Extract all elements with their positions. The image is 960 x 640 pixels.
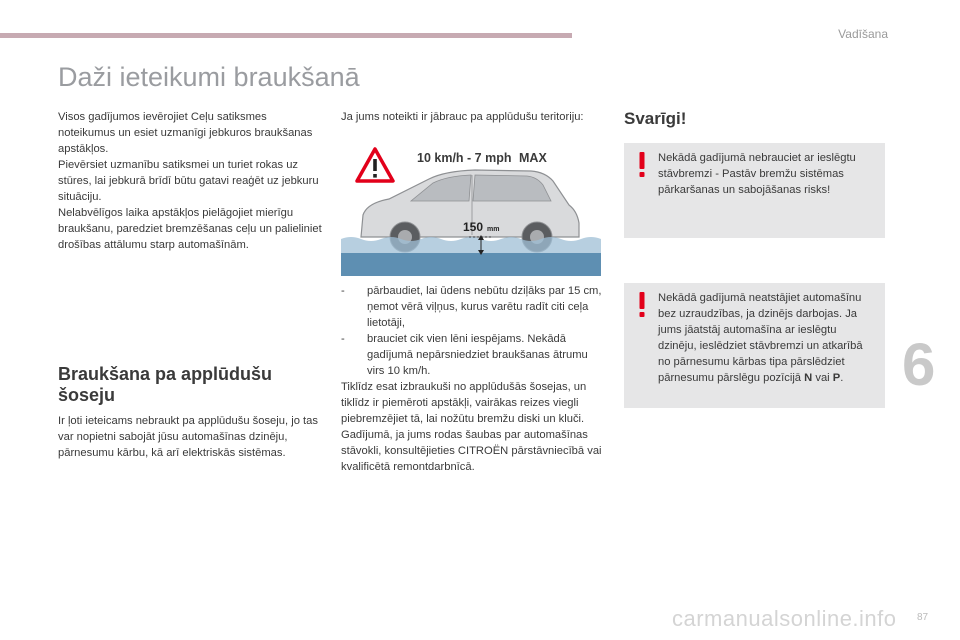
warning-text: Nekādā gadījumā neatstājiet automašīnu bez uzraudzības, ja dzinējs darbojas. Ja jums jāatstāj automašīna ar ieslēgtu dzinēju, ieslēdziet stāvbremzi un atkarībā no pārnesumu kārbas tipa pārslēdziet pārnesumu pārslēgu pozīcijā — [658, 292, 863, 384]
intro-paragraph: Pievērsiet uzmanību satiksmei un turiet rokas uz stūres, lai jebkurā brīdī būtu gatavi reaģēt uz jebkuru situāciju. — [58, 159, 319, 203]
gear-position-p: P — [832, 372, 841, 384]
list-item-text: pārbaudiet, lai ūdens nebūtu dziļāks par 15 cm, ņemot vērā viļņus, kurus varētu radīt citi ceļa lietotāji, — [367, 285, 602, 329]
flood-lead-paragraph: Ja jums noteikti ir jābrauc pa applūdušu teritoriju: — [341, 111, 584, 123]
intro-text — [58, 109, 323, 253]
exclamation-icon — [636, 291, 648, 319]
list-dash: - — [341, 285, 345, 297]
warning-box-parking-brake — [624, 143, 885, 238]
depth-unit: mm — [487, 226, 500, 233]
chapter-number: 6 — [902, 331, 936, 398]
depth-value: 150 — [463, 220, 484, 234]
warning-text: Nekādā gadījumā nebrauciet ar ieslēgtu stāvbremzi - Pastāv bremžu sistēmas pārkaršanas un sabojāšanas risks! — [658, 152, 856, 196]
flood-illustration — [341, 145, 601, 276]
page-title: Daži ieteikumi braukšanā — [58, 62, 360, 92]
warning-box-engine-running — [624, 283, 885, 408]
exclamation-icon — [636, 151, 648, 179]
list-dash: - — [341, 333, 345, 345]
flood-instructions — [341, 283, 606, 475]
warning-text-end: . — [840, 372, 844, 384]
intro-paragraph: Visos gadījumos ievērojiet Ceļu satiksmes noteikumus un esiet uzmanīgi jebkuros braukšanas apstākļos. — [58, 111, 313, 155]
warning-triangle-icon — [357, 149, 393, 181]
page-number: 87 — [917, 612, 929, 623]
car-in-water-illustration — [341, 145, 601, 276]
gear-position-n: N — [804, 372, 813, 384]
flood-body-paragraph: Ir ļoti ieteicams nebraukt pa applūdušu šoseju, jo tas var nopietni sabojāt jūsu automašīnas dzinēju, pārnesumu kārbu, kā arī elektriskās sistēmas. — [58, 415, 318, 459]
section-title: Vadīšana — [838, 27, 888, 41]
intro-paragraph: Nelabvēlīgos laika apstākļos pielāgojiet mierīgu braukšanu, paredziet bremzēšanas ceļu un palieliniet drošības attālumu starp automašīnām. — [58, 207, 322, 251]
list-item — [341, 331, 606, 379]
list-item-text: brauciet cik vien lēni iespējams. Nekādā gadījumā nepārsniedziet braukšanas ātrumu virs 10 km/h. — [367, 333, 588, 377]
after-flood-paragraph: Tiklīdz esat izbraukuši no applūdušās šosejas, un tiklīdz ir piemēroti apstākļi, vairākas reizes viegli piebremzējiet tā, lai nožūtu bremžu diski un kluči. — [341, 381, 587, 425]
important-heading: Svarīgi! — [624, 109, 687, 128]
list-item — [341, 283, 606, 331]
flood-heading: Braukšana pa applūdušu šoseju — [58, 364, 273, 405]
speed-limit-label: 10 km/h - 7 mph — [417, 151, 512, 165]
warning-text-connector: vai — [812, 372, 833, 384]
header-accent-bar — [0, 33, 572, 38]
water-level — [341, 237, 601, 276]
flood-body — [58, 413, 323, 461]
watermark: carmanualsonline.info — [672, 606, 897, 631]
max-label: MAX — [519, 151, 547, 165]
consult-paragraph: Gadījumā, ja jums rodas šaubas par automašīnas stāvokli, konsultējieties CITROËN pārstāvniecībā vai kvalificētā remontdarbnīcā. — [341, 429, 602, 473]
flood-lead — [341, 109, 606, 125]
